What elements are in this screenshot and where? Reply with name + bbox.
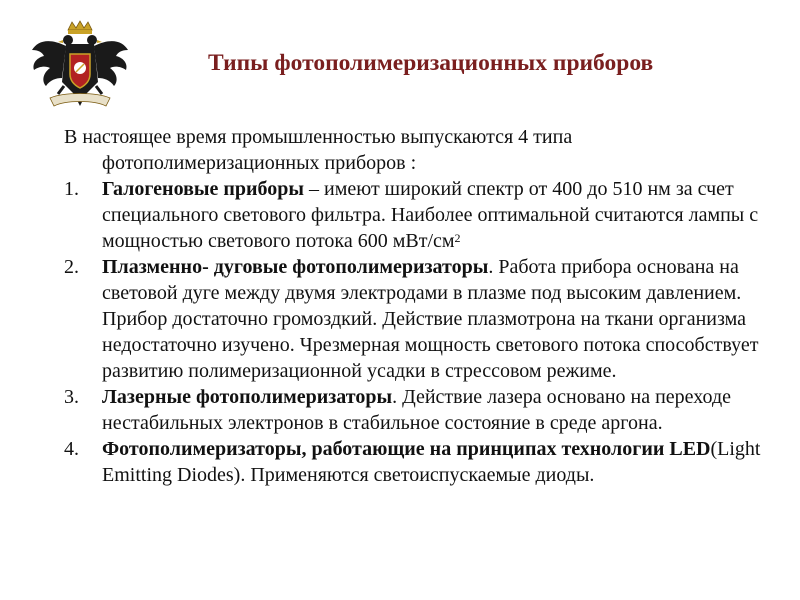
page-title: Типы фотополимеризационных приборов (208, 50, 654, 76)
list-item (64, 436, 776, 488)
list-item-heading: Галогеновые приборы (102, 178, 305, 200)
list-item-heading: Фотополимеризаторы, работающие на принципах технологии LED (102, 438, 711, 460)
list-item-text: . Работа прибора основана на световой дуге между двумя электродами в плазме под высоким давлением. Прибор достаточно громоздкий. Действие плазмотрона на ткани организма недостаточно изучено. Чрезмерная мощность светового потока способствует развитию полимеризационной усадки в стрессовом режиме. (102, 256, 759, 382)
intro-paragraph: В настоящее время промышленностью выпускаются 4 типа фотополимеризационных приборов : (64, 126, 573, 174)
list-item (64, 254, 776, 384)
list-item-number: 2. (64, 256, 79, 278)
list-item-text: – имеют широкий спектр от 400 до 510 нм за счет специального светового фильтра. Наиболее оптимальной считаются лампы с мощностью светового потока 600 мВт/см (102, 178, 759, 252)
device-type-list (64, 176, 776, 488)
list-item-text: . Действие лазера основано на переходе нестабильных электронов в стабильное состояние в среде аргона. (102, 386, 732, 434)
list-item-heading: Плазменно- дуговые фотополимеризаторы (102, 256, 489, 278)
list-item-heading: Лазерные фотополимеризаторы (102, 386, 393, 408)
list-item-text: (Light Emitting Diodes). Применяются светоиспускаемые диоды. (102, 438, 761, 486)
double-headed-eagle-coat-of-arms-icon (32, 21, 128, 106)
list-item (64, 384, 776, 436)
list-item (64, 176, 776, 254)
list-item-number: 4. (64, 438, 79, 460)
superscript: 2 (454, 231, 461, 245)
main-content (64, 124, 776, 488)
list-item-number: 1. (64, 178, 79, 200)
list-item-number: 3. (64, 386, 79, 408)
coat-of-arms-logo (28, 20, 132, 112)
